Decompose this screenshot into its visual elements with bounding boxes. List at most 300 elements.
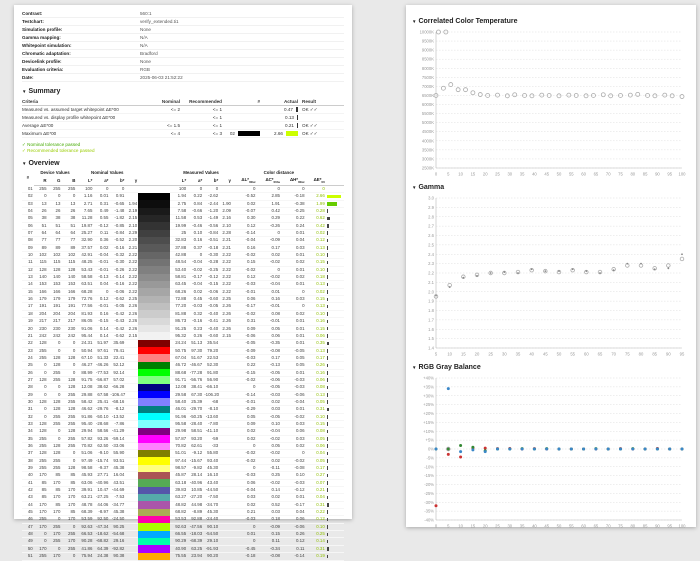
data-point bbox=[471, 448, 474, 451]
nominal-value: 57.82 bbox=[76, 435, 93, 442]
cct-section-title[interactable] bbox=[412, 18, 690, 25]
device-value: 170 bbox=[61, 487, 76, 494]
x-tick-label: 45 bbox=[544, 523, 550, 529]
overview-section-title[interactable] bbox=[22, 160, 344, 167]
summary-criteria: Measured vs. display profile whitepoint ΔE*00 bbox=[22, 114, 156, 122]
device-value: 102 bbox=[48, 252, 62, 259]
device-value: 115 bbox=[61, 259, 76, 266]
distance-column-header: $\Delta E*_{00}$ bbox=[306, 177, 326, 186]
measured-value bbox=[219, 340, 232, 347]
result-bar-cell bbox=[326, 494, 344, 501]
device-value: 0 bbox=[34, 406, 48, 413]
result-bar-cell bbox=[326, 406, 344, 413]
device-value: 170 bbox=[61, 538, 76, 545]
measured-value: -0.17 bbox=[187, 274, 203, 281]
nominal-value: 2.20 bbox=[125, 237, 138, 244]
gamma-section-title[interactable] bbox=[412, 184, 690, 191]
patch-color-swatch bbox=[138, 516, 170, 523]
nominal-value: -59.14 bbox=[109, 435, 125, 442]
delta-value: 0.52 bbox=[256, 501, 281, 508]
device-value: 191 bbox=[48, 303, 62, 310]
data-point bbox=[464, 88, 468, 92]
delta-e-value: 0.31 bbox=[306, 545, 326, 552]
nominal-value: 25.41 bbox=[93, 398, 109, 405]
result-bar-cell bbox=[326, 252, 344, 259]
delta-e-bar bbox=[327, 312, 328, 316]
delta-e-bar bbox=[327, 239, 328, 243]
nominal-value: 29.16 bbox=[109, 538, 125, 545]
patch-color-swatch bbox=[138, 288, 170, 295]
y-tick-label: 2.3 bbox=[428, 261, 434, 267]
patch-color-swatch bbox=[138, 347, 170, 354]
x-tick-label: 35 bbox=[515, 351, 521, 357]
delta-value: -0.14 bbox=[281, 553, 306, 560]
delta-e-value: 0.15 bbox=[306, 296, 326, 303]
tolerance-note: ✓ Recommended tolerance passed bbox=[22, 148, 95, 154]
data-point bbox=[644, 448, 647, 451]
patch-color-swatch bbox=[138, 310, 170, 317]
distance-header-subscript: 00/w bbox=[298, 179, 305, 184]
measured-value: 72.88 bbox=[170, 296, 187, 303]
measured-value: 10.85 bbox=[187, 487, 203, 494]
table-row bbox=[22, 362, 344, 369]
result-bar-cell bbox=[326, 340, 344, 347]
delta-value: -0.02 bbox=[232, 450, 257, 457]
delta-value: 0 bbox=[232, 185, 257, 192]
result-bar-cell bbox=[326, 465, 344, 472]
delta-value: 0.06 bbox=[281, 428, 306, 435]
delta-e-value: 0.13 bbox=[306, 303, 326, 310]
measured-value: 90.20 bbox=[203, 553, 219, 560]
delta-value: 0.05 bbox=[256, 443, 281, 450]
delta-e-value: 0.16 bbox=[306, 369, 326, 376]
data-point bbox=[459, 455, 462, 458]
delta-value: -0.11 bbox=[256, 465, 281, 472]
nominal-value: 75.94 bbox=[76, 553, 93, 560]
data-point bbox=[540, 93, 544, 97]
measured-value: 95.32 bbox=[170, 332, 187, 339]
result-bar-cell bbox=[326, 303, 344, 310]
measured-value: 100 bbox=[170, 185, 187, 192]
measured-value: 91.25 bbox=[170, 325, 187, 332]
delta-e-value: 0.06 bbox=[306, 443, 326, 450]
patch-color-swatch bbox=[238, 131, 260, 136]
measured-value: -0.05 bbox=[203, 303, 219, 310]
patch-number: 11 bbox=[22, 259, 34, 266]
delta-value: 0.24 bbox=[281, 222, 306, 229]
patch-number: 40 bbox=[22, 472, 34, 479]
y-tick-label: 9000K bbox=[421, 47, 434, 53]
table-row bbox=[22, 384, 344, 391]
nominal-value: -0.01 bbox=[93, 303, 109, 310]
nominal-value: -34.77 bbox=[109, 501, 125, 508]
measured-value: -0.66 bbox=[187, 208, 203, 215]
measured-value: 63.45 bbox=[170, 281, 187, 288]
device-value: 170 bbox=[48, 531, 62, 538]
nominal-value: 19.87 bbox=[76, 222, 93, 229]
delta-value: -0.15 bbox=[232, 369, 257, 376]
result-bar-cell bbox=[326, 310, 344, 317]
delta-e-bar bbox=[327, 386, 328, 390]
measured-value: -66.10 bbox=[203, 384, 219, 391]
device-value: 242 bbox=[61, 332, 76, 339]
summary-section-title[interactable] bbox=[22, 88, 344, 95]
patch-number: 26 bbox=[22, 369, 34, 376]
data-series bbox=[435, 387, 684, 453]
measured-value: -8.10 bbox=[203, 406, 219, 413]
data-point bbox=[594, 448, 597, 451]
delta-e-bar bbox=[327, 408, 329, 412]
patch-color-swatch bbox=[138, 376, 170, 383]
measured-value: 67.30 bbox=[187, 391, 203, 398]
nominal-value bbox=[125, 413, 138, 420]
y-tick-label: 6500K bbox=[421, 92, 434, 98]
measured-value bbox=[219, 479, 232, 486]
device-value: 204 bbox=[34, 310, 48, 317]
delta-e-bar bbox=[327, 275, 328, 279]
y-tick-label: 2.0 bbox=[428, 289, 434, 295]
patch-number: 44 bbox=[22, 501, 34, 508]
delta-e-value: 0.10 bbox=[306, 252, 326, 259]
table-row bbox=[22, 472, 344, 479]
y-tick-label: -10% bbox=[424, 464, 434, 470]
table-row bbox=[22, 266, 344, 273]
measured-value: -0.30 bbox=[203, 252, 219, 259]
nominal-value: -41.29 bbox=[109, 428, 125, 435]
device-value: 85 bbox=[48, 501, 62, 508]
delta-value: -0.03 bbox=[232, 516, 257, 523]
y-tick-label: 1.8 bbox=[428, 308, 434, 313]
tolerance-notes bbox=[22, 142, 344, 154]
device-value: 255 bbox=[34, 516, 48, 523]
nominal-value: 97.61 bbox=[93, 347, 109, 354]
x-tick-label: 85 bbox=[652, 351, 658, 357]
patch-number: 21 bbox=[22, 332, 34, 339]
patch-number: 19 bbox=[22, 318, 34, 325]
result-bar-cell bbox=[326, 538, 344, 545]
delta-value: 0.03 bbox=[256, 509, 281, 516]
data-point bbox=[496, 448, 499, 451]
delta-value: 0.03 bbox=[281, 435, 306, 442]
table-row bbox=[22, 457, 344, 464]
delta-value: 0.02 bbox=[281, 259, 306, 266]
delta-value: -0.02 bbox=[232, 310, 257, 317]
data-point bbox=[484, 450, 487, 453]
x-tick-label: 65 bbox=[593, 171, 599, 177]
patch-number: 46 bbox=[22, 516, 34, 523]
delta-value: 0.11 bbox=[256, 538, 281, 545]
nominal-value: -28.68 bbox=[93, 420, 109, 427]
measured-value: -0.16 bbox=[187, 318, 203, 325]
delta-value: 0.03 bbox=[256, 406, 281, 413]
table-row bbox=[22, 538, 344, 545]
nominal-value: 2.19 bbox=[125, 208, 138, 215]
result-bar-cell bbox=[326, 222, 344, 229]
nominal-value: 67.58 bbox=[93, 391, 109, 398]
nominal-value: -40.96 bbox=[93, 479, 109, 486]
x-tick-label: 70 bbox=[605, 171, 611, 177]
nominal-value: 24.31 bbox=[76, 340, 93, 347]
delta-value: -0.14 bbox=[232, 230, 257, 237]
measured-value: -7.80 bbox=[203, 420, 219, 427]
patch-number: 28 bbox=[22, 384, 34, 391]
nominal-value bbox=[125, 479, 138, 486]
x-tick-label: 95 bbox=[667, 171, 673, 177]
table-row bbox=[22, 413, 344, 420]
delta-value: 0.01 bbox=[281, 332, 306, 339]
table-row bbox=[22, 325, 344, 332]
data-point bbox=[490, 272, 492, 274]
measured-value: 1.94 bbox=[170, 193, 187, 200]
device-value: 0 bbox=[48, 428, 62, 435]
overview-title-label: Overview bbox=[28, 160, 60, 168]
device-column-header: G bbox=[48, 177, 62, 186]
x-tick-label: 45 bbox=[542, 351, 548, 357]
nominal-value: -24.50 bbox=[109, 516, 125, 523]
data-series bbox=[435, 253, 683, 296]
nominal-value: 46.62 bbox=[76, 406, 93, 413]
delta-value: 0.10 bbox=[281, 472, 306, 479]
result-bar-cell bbox=[326, 501, 344, 508]
collapse-icon: ▼ bbox=[412, 364, 417, 370]
device-value: 89 bbox=[61, 244, 76, 251]
device-value: 85 bbox=[34, 494, 48, 501]
result-bar-cell bbox=[326, 281, 344, 288]
nominal-value: 79.41 bbox=[109, 347, 125, 354]
table-row bbox=[22, 303, 344, 310]
data-point bbox=[530, 94, 534, 98]
info-label: Gamma mapping: bbox=[22, 34, 140, 42]
device-value: 128 bbox=[48, 398, 62, 405]
measured-value: -0.60 bbox=[203, 296, 219, 303]
y-tick-label: 1.9 bbox=[428, 298, 434, 304]
nominal-value: 2.26 bbox=[125, 303, 138, 310]
x-axis-labels bbox=[435, 172, 686, 177]
patch-color-swatch bbox=[138, 479, 170, 486]
device-value: 0 bbox=[48, 545, 62, 552]
device-value: 170 bbox=[61, 516, 76, 523]
device-value: 128 bbox=[48, 450, 62, 457]
measured-value: 53.53 bbox=[170, 516, 187, 523]
data-point bbox=[449, 286, 451, 288]
nominal-value: 27.71 bbox=[93, 472, 109, 479]
summary-column-header: Criteria bbox=[22, 98, 156, 106]
overview-group-header: Measured Values bbox=[183, 170, 219, 176]
patch-number: 24 bbox=[22, 354, 34, 361]
patch-number: 13 bbox=[22, 274, 34, 281]
measured-value bbox=[219, 545, 232, 552]
delta-value: -0.13 bbox=[256, 362, 281, 369]
nominal-value: 91.86 bbox=[76, 413, 93, 420]
nominal-value: 0.91 bbox=[109, 193, 125, 200]
distance-column-header: $\Delta H*_{00/w}$ bbox=[281, 177, 306, 186]
nominal-value: 45.38 bbox=[109, 465, 125, 472]
data-point bbox=[670, 94, 674, 98]
patch-number: 51 bbox=[22, 553, 34, 560]
delta-e-value: 0.12 bbox=[306, 516, 326, 523]
result-bar-column-header bbox=[326, 177, 344, 186]
delta-e-bar bbox=[327, 290, 328, 294]
data-point bbox=[447, 453, 450, 456]
summary-row bbox=[22, 122, 344, 130]
measured-value: -59 bbox=[203, 435, 219, 442]
measured-value: 48.82 bbox=[170, 501, 187, 508]
device-value: 255 bbox=[34, 185, 48, 192]
device-value: 128 bbox=[48, 362, 62, 369]
measured-value: 38.41 bbox=[187, 384, 203, 391]
collapse-icon: ▼ bbox=[22, 160, 27, 166]
patch-number: 20 bbox=[22, 325, 34, 332]
nominal-value: 0.14 bbox=[93, 332, 109, 339]
nominal-value: 51.06 bbox=[76, 450, 93, 457]
overview-table bbox=[22, 170, 344, 560]
y-tick-label: 4000K bbox=[421, 138, 434, 144]
table-row bbox=[22, 230, 344, 237]
device-value: 0 bbox=[48, 193, 62, 200]
device-value: 13 bbox=[61, 200, 76, 207]
delta-value: 0 bbox=[232, 384, 257, 391]
y-tick-label: -15% bbox=[424, 473, 434, 479]
measured-value: -54.50 bbox=[203, 531, 219, 538]
measured-value: 97.30 bbox=[187, 347, 203, 354]
measured-value: 25.39 bbox=[187, 398, 203, 405]
overview-header-columns bbox=[22, 177, 344, 186]
measured-value: 45.30 bbox=[203, 465, 219, 472]
device-value: 0 bbox=[61, 523, 76, 530]
rgb-balance-chart bbox=[412, 374, 690, 530]
delta-value: 0.10 bbox=[256, 420, 281, 427]
delta-value: 0 bbox=[281, 288, 306, 295]
nominal-value bbox=[125, 494, 138, 501]
nominal-value: 91.06 bbox=[76, 325, 93, 332]
x-tick-label: 15 bbox=[460, 351, 466, 357]
nominal-value bbox=[125, 531, 138, 538]
delta-value: -0.02 bbox=[232, 252, 257, 259]
device-value: 255 bbox=[34, 347, 48, 354]
result-bar-cell bbox=[326, 237, 344, 244]
device-value: 64 bbox=[61, 230, 76, 237]
device-value: 26 bbox=[48, 208, 62, 215]
y-tick-label: 2500K bbox=[421, 165, 434, 171]
result-bar-cell bbox=[326, 509, 344, 516]
delta-value: 0.12 bbox=[281, 538, 306, 545]
device-value: 170 bbox=[48, 509, 62, 516]
delta-value: 0.03 bbox=[232, 494, 257, 501]
measured-value: 97.44 bbox=[170, 457, 187, 464]
delta-value: 0.05 bbox=[232, 413, 257, 420]
delta-e-bar bbox=[327, 488, 328, 492]
delta-e-value: 0.17 bbox=[306, 354, 326, 361]
measured-value: 28.14 bbox=[187, 472, 203, 479]
nominal-value: -50.10 bbox=[93, 413, 109, 420]
delta-value: 0.03 bbox=[281, 296, 306, 303]
measured-value: 2.16 bbox=[219, 215, 232, 222]
device-value: 128 bbox=[61, 406, 76, 413]
patch-color-swatch bbox=[138, 193, 170, 200]
delta-value: -0.18 bbox=[232, 553, 257, 560]
y-tick-label: 2.2 bbox=[428, 270, 434, 276]
nominal-value: 45.93 bbox=[76, 472, 93, 479]
patch-number: 29 bbox=[22, 391, 34, 398]
measured-value: 24.24 bbox=[170, 340, 187, 347]
device-value: 170 bbox=[48, 553, 62, 560]
patch-color-swatch bbox=[138, 465, 170, 472]
y-tick-label: 2.6 bbox=[428, 233, 434, 238]
delta-value: 0.18 bbox=[256, 516, 281, 523]
delta-value: 0 bbox=[256, 230, 281, 237]
measured-value: 52.30 bbox=[203, 362, 219, 369]
delta-e-value: 0.15 bbox=[306, 259, 326, 266]
patch-color-swatch bbox=[138, 362, 170, 369]
device-value: 255 bbox=[61, 391, 76, 398]
nominal-value: -7.86 bbox=[109, 420, 125, 427]
delta-value: 0 bbox=[232, 538, 257, 545]
delta-value: 0.02 bbox=[232, 428, 257, 435]
delta-value: -0.06 bbox=[232, 332, 257, 339]
device-value: 77 bbox=[48, 237, 62, 244]
delta-value: 0.02 bbox=[232, 200, 257, 207]
delta-e-bar bbox=[327, 444, 328, 448]
measured-value: 0 bbox=[203, 185, 219, 192]
nominal-value: 48.25 bbox=[76, 259, 93, 266]
data-point bbox=[640, 263, 642, 265]
nominal-value: 98.58 bbox=[76, 465, 93, 472]
device-value: 64 bbox=[48, 230, 62, 237]
measured-value bbox=[219, 472, 232, 479]
table-row bbox=[22, 347, 344, 354]
measured-value bbox=[219, 369, 232, 376]
device-value: 128 bbox=[34, 398, 48, 405]
actual-delta-bar bbox=[286, 131, 298, 136]
data-point bbox=[462, 277, 464, 279]
data-point bbox=[631, 448, 634, 451]
summary-criteria: Average ΔE*00 bbox=[22, 122, 156, 130]
nominal-value: 97.49 bbox=[76, 457, 93, 464]
device-value: 85 bbox=[34, 487, 48, 494]
summary-column-header: # bbox=[226, 98, 264, 106]
delta-value: 0.06 bbox=[281, 516, 306, 523]
measured-value: 63.18 bbox=[170, 479, 187, 486]
summary-column-header: Recommended bbox=[184, 98, 226, 106]
measured-value: 2.22 bbox=[219, 274, 232, 281]
device-value: 38 bbox=[48, 215, 62, 222]
measured-value: 2.26 bbox=[219, 310, 232, 317]
info-row bbox=[22, 26, 344, 34]
x-tick-label: 25 bbox=[495, 171, 500, 177]
rgb-balance-section-title[interactable] bbox=[412, 364, 690, 371]
nominal-value: 22.41 bbox=[109, 354, 125, 361]
y-tick-label: 6000K bbox=[421, 102, 434, 108]
x-tick-label: 65 bbox=[593, 523, 599, 529]
data-point bbox=[471, 446, 474, 449]
info-label: Date: bbox=[22, 74, 140, 82]
nominal-value: -27.25 bbox=[93, 494, 109, 501]
patch-number: 37 bbox=[22, 450, 34, 457]
patch-number: 50 bbox=[22, 545, 34, 552]
result-bar-cell bbox=[326, 369, 344, 376]
info-value: None bbox=[140, 58, 344, 66]
nominal-value: 0.04 bbox=[93, 281, 109, 288]
measured-value bbox=[219, 538, 232, 545]
measured-value: 2.22 bbox=[219, 252, 232, 259]
measured-value: 55.80 bbox=[203, 450, 219, 457]
patch-number: 06 bbox=[22, 222, 34, 229]
device-value: 128 bbox=[34, 450, 48, 457]
device-value: 255 bbox=[34, 435, 48, 442]
measured-value: 0 bbox=[187, 252, 203, 259]
nominal-value: 10.47 bbox=[93, 487, 109, 494]
summary-result bbox=[302, 114, 344, 122]
